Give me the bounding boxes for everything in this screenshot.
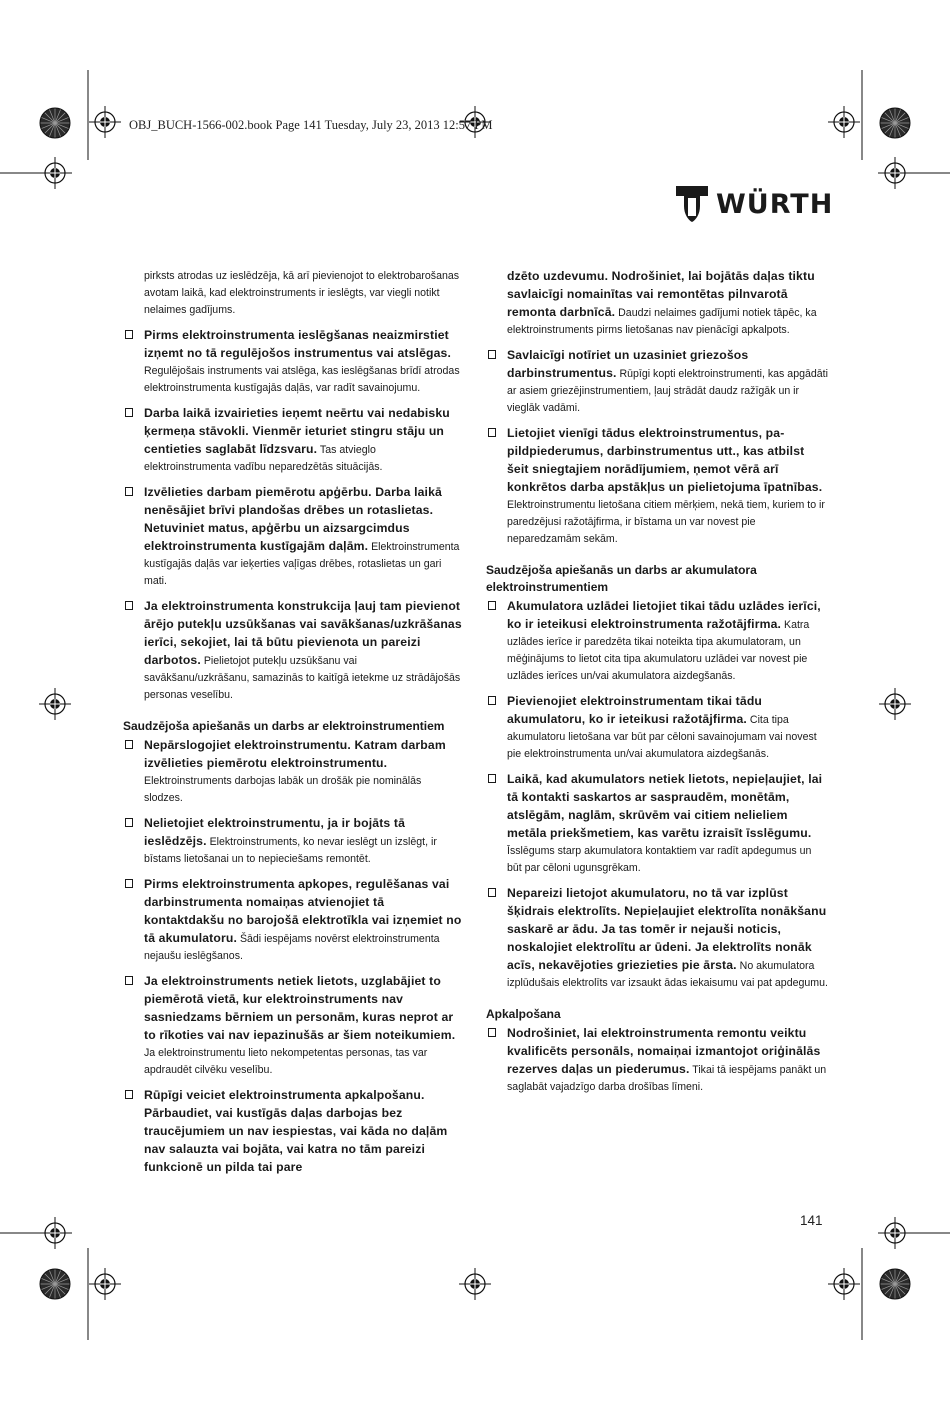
checkbox-bullet-icon bbox=[488, 774, 496, 783]
safety-item bbox=[123, 405, 463, 476]
safety-item-text: Elektroinstrumentu lietošana citiem mērķiem, nekā tiem, kuriem to ir paredzējusi ražotājfirma, ir bīstama un var novest pie neparedzamām sekām. bbox=[507, 499, 825, 545]
continued-paragraph-text: Daudzi nelaimes gadījumi notiek tāpēc, ka elektroinstruments pirms lietošanas nav pienācīgi apkalpots. bbox=[507, 307, 817, 336]
wurth-logo-text: WÜRTH bbox=[716, 188, 834, 220]
safety-item bbox=[486, 885, 828, 992]
safety-item-bold: Nepareizi lietojot akumulatoru, no tā var izplūst šķidrais elektrolīts. Nepieļaujiet elektrolīta nonākšanu saskarē ar ādu. Ja tas tomēr ir nejauši noticis, noskalojiet elektrolītu ar ūdeni. Ja elektrolīts nonāk acīs, nekavējoties griezieties pie ārsta. bbox=[507, 886, 827, 972]
safety-item-bold: Nepārslogojiet elektroinstrumentu. Katram darbam izvēlieties piemērotu elektroinstrumentu. bbox=[144, 738, 446, 770]
safety-item-bold: Nodrošiniet, lai elektroinstrumenta remontu veiktu kvalificēts personāls, nomaiņai izmantojot oriģinālās rezerves daļas un piederumus. bbox=[507, 1026, 821, 1076]
safety-item-bold: Pirms elektroinstrumenta apkopes, regulēšanas vai darbinstrumenta nomaiņas atvienojiet tā kontaktdakšu no barojošā elektrotīkla vai izņemiet no tā akumulatoru. bbox=[144, 877, 462, 945]
safety-item-bold: Akumulatora uzlādei lietojiet tikai tādu uzlādes ierīci, ko ir ieteikusi elektroinstrumenta ražotājfirma. bbox=[507, 599, 821, 631]
wurth-logo-icon bbox=[676, 186, 708, 222]
safety-item-text: Rūpīgi kopti elektroinstrumenti, kas apgādāti ar asiem griezējinstrumentiem, ļauj strādāt daudz ražīgāk un ir vieglāk vadāmi. bbox=[507, 368, 828, 414]
safety-item-text: Īsslēgums starp akumulatora kontaktiem var radīt apdegumus un būt par cēloni ugunsgrēkam. bbox=[507, 845, 812, 874]
safety-item-text: No akumulatora izplūdušais elektrolīts var izsaukt ādas iekaisumu vai pat apdegumu. bbox=[507, 960, 828, 989]
checkbox-bullet-icon bbox=[488, 350, 496, 359]
checkbox-bullet-icon bbox=[125, 408, 133, 417]
safety-item-text: Šādi iespējams novērst elektroinstrumenta nejaušu ieslēgšanos. bbox=[144, 933, 440, 962]
safety-item bbox=[123, 815, 463, 868]
checkbox-bullet-icon bbox=[125, 976, 133, 985]
print-header: OBJ_BUCH-1566-002.book Page 141 Tuesday, July 23, 2013 12:57 PM bbox=[129, 118, 493, 132]
continued-paragraph: pirksts atrodas uz ieslēdzēja, kā arī pievienojot to elektrobarošanas avotam laikā, kad elektroinstruments ir ieslēgts, var viegli notikt nelaimes gadījums. bbox=[144, 270, 460, 316]
checkbox-bullet-icon bbox=[125, 818, 133, 827]
safety-item-text: Cita tipa akumulatoru lietošana var būt par cēloni savainojumam vai novest pie elektroinstrumenta un/vai akumulatora aizdegšanās. bbox=[507, 714, 817, 760]
safety-item-bold: Lietojiet vienīgi tādus elektroinstrumentus, papildpiederumus, darbinstrumentus utt., kas atbilst šeit sniegtajiem norādījumiem, ņemot vērā arī konkrētos darba apstākļus un pielietojuma īpatnības. bbox=[507, 426, 823, 494]
safety-item bbox=[486, 425, 828, 548]
safety-item bbox=[486, 1025, 828, 1096]
safety-item bbox=[486, 347, 828, 417]
safety-item-bold: Darba laikā izvairieties ieņemt neērtu vai nedabisku ķermeņa stāvokli. Vienmēr ieturiet stingru stāju un centieties saglabāt līdzsvaru. bbox=[144, 406, 450, 456]
checkbox-bullet-icon bbox=[488, 696, 496, 705]
safety-item-text: Elektroinstruments, ko nevar ieslēgt un izslēgt, ir bīstams lietošanai un to nepieciešams remontēt. bbox=[144, 836, 437, 865]
safety-item bbox=[123, 1087, 463, 1177]
section-heading: Apkalpošana bbox=[486, 1007, 561, 1021]
safety-item-bold: Laikā, kad akumulators netiek lietots, nepieļaujiet, lai tā kontakti saskartos ar saspraudēm, monētām, atslēgām, naglām, skrūvēm vai citiem nelieliem metāla priekšmetiem, kas varētu izraisīt īsslēgumu. bbox=[507, 772, 823, 840]
safety-item-bold: Savlaicīgi notīriet un uzasiniet griezošos darbinstrumentus. bbox=[507, 348, 749, 380]
safety-item-bold: Ja elektroinstrumenta konstrukcija ļauj tam pievienot ārējo putekļu uzsūkšanas vai savākšanas/uzkrāšanas ierīci, sekojiet, lai tā būtu pievienota un pareizi darbotos. bbox=[144, 599, 462, 667]
safety-item-bold: Nelietojiet elektroinstrumentu, ja ir bojāts tā ieslēdzējs. bbox=[144, 816, 406, 848]
safety-item-bold: Pirms elektroinstrumenta ieslēgšanas neaizmirstiet izņemt no tā regulējošos instrumentus vai atslēgas. bbox=[144, 328, 451, 360]
safety-item-text: Pielietojot putekļu uzsūkšanu vai savākšanu/uzkrāšanu, samazinās to kaitīgā ietekme uz strādājošās personas veselību. bbox=[144, 655, 461, 701]
safety-item-text: Elektroinstruments darbojas labāk un drošāk pie nominālās slodzes. bbox=[144, 775, 422, 804]
safety-item-text: Ja elektroinstrumentu lieto nekompetentas personas, tas var apdraudēt cilvēku veselību. bbox=[144, 1047, 428, 1076]
checkbox-bullet-icon bbox=[488, 888, 496, 897]
safety-item bbox=[123, 737, 463, 807]
wurth-logo bbox=[676, 186, 833, 222]
safety-item-bold: Ja elektroinstruments netiek lietots, uzglabājiet to piemērotā vietā, kur elektroinstruments nav sasniedzams bērniem un personām, kuras neprot ar to rīkoties vai nav iepazinušās ar šiem noteikumiem. bbox=[144, 974, 456, 1042]
right-column bbox=[486, 268, 828, 1104]
safety-item bbox=[123, 484, 463, 590]
page-number: 141 bbox=[800, 1213, 823, 1228]
checkbox-bullet-icon bbox=[125, 879, 133, 888]
continued-paragraph-bold: dzēto uzdevumu. Nodrošiniet, lai bojātās daļas tiktu savlaicīgi nomainītas vai remontētas pilnvarotā remonta darbnīcā. bbox=[507, 269, 815, 319]
safety-item-bold: Rūpīgi veiciet elektroinstrumenta apkalpošanu. Pārbaudiet, vai kustīgās daļas darbojas bez traucējumiem un nav iespiestas, vai kāda no daļām nav salauzta vai bojāta, vai katra no tām pareizi funkcionē un pilda tai pare bbox=[144, 1088, 448, 1174]
checkbox-bullet-icon bbox=[125, 740, 133, 749]
safety-item bbox=[486, 771, 828, 877]
checkbox-bullet-icon bbox=[488, 601, 496, 610]
safety-item bbox=[123, 598, 463, 704]
checkbox-bullet-icon bbox=[125, 330, 133, 339]
checkbox-bullet-icon bbox=[125, 1090, 133, 1099]
continued-paragraph bbox=[486, 268, 828, 339]
safety-item-bold: Pievienojiet elektroinstrumentam tikai tādu akumulatoru, ko ir ieteikusi ražotājfirma. bbox=[507, 694, 763, 726]
section-heading: Saudzējoša apiešanās un darbs ar elektroinstrumentiem bbox=[123, 719, 445, 733]
section-heading: Saudzējoša apiešanās un darbs ar akumulatora elektroinstrumentiem bbox=[486, 563, 757, 594]
safety-item-bold: Izvēlieties darbam piemērotu apģērbu. Darba laikā nenēsājiet brīvi plandošas drēbes un rotaslietas. Netuviniet matus, apģērbu un aizsargcimdus elektroinstrumenta kustīgajām daļām. bbox=[144, 485, 442, 553]
checkbox-bullet-icon bbox=[125, 487, 133, 496]
safety-item-text: Elektroinstrumenta kustīgajās daļās var ieķerties vaļīgas drēbes, rotaslietas un gari mati. bbox=[144, 541, 460, 587]
checkbox-bullet-icon bbox=[488, 428, 496, 437]
safety-item-text: Tikai tā iespējams panākt un saglabāt vajadzīgo darba drošības līmeni. bbox=[507, 1064, 827, 1093]
safety-item-text: Tas atvieglo elektroinstrumenta vadību neparedzētās situācijās. bbox=[144, 444, 383, 473]
safety-item-text: Regulējošais instruments vai atslēga, kas ieslēgšanas brīdī atrodas elektroinstrumenta kustīgajās daļās, var radīt savainojumu. bbox=[144, 365, 460, 394]
left-column bbox=[123, 268, 463, 1185]
checkbox-bullet-icon bbox=[488, 1028, 496, 1037]
safety-item-text: Katra uzlādes ierīce ir paredzēta tikai noteikta tipa akumulatoram, un mēģinājums to lietot cita tipa akumulatoru uzlādei var novest pie uzlādes ierīces un/vai akumulatora aizdegšanās. bbox=[507, 619, 810, 682]
safety-item bbox=[123, 327, 463, 397]
checkbox-bullet-icon bbox=[125, 601, 133, 610]
safety-item bbox=[123, 973, 463, 1079]
safety-item bbox=[486, 598, 828, 685]
safety-item bbox=[486, 693, 828, 763]
safety-item bbox=[123, 876, 463, 965]
